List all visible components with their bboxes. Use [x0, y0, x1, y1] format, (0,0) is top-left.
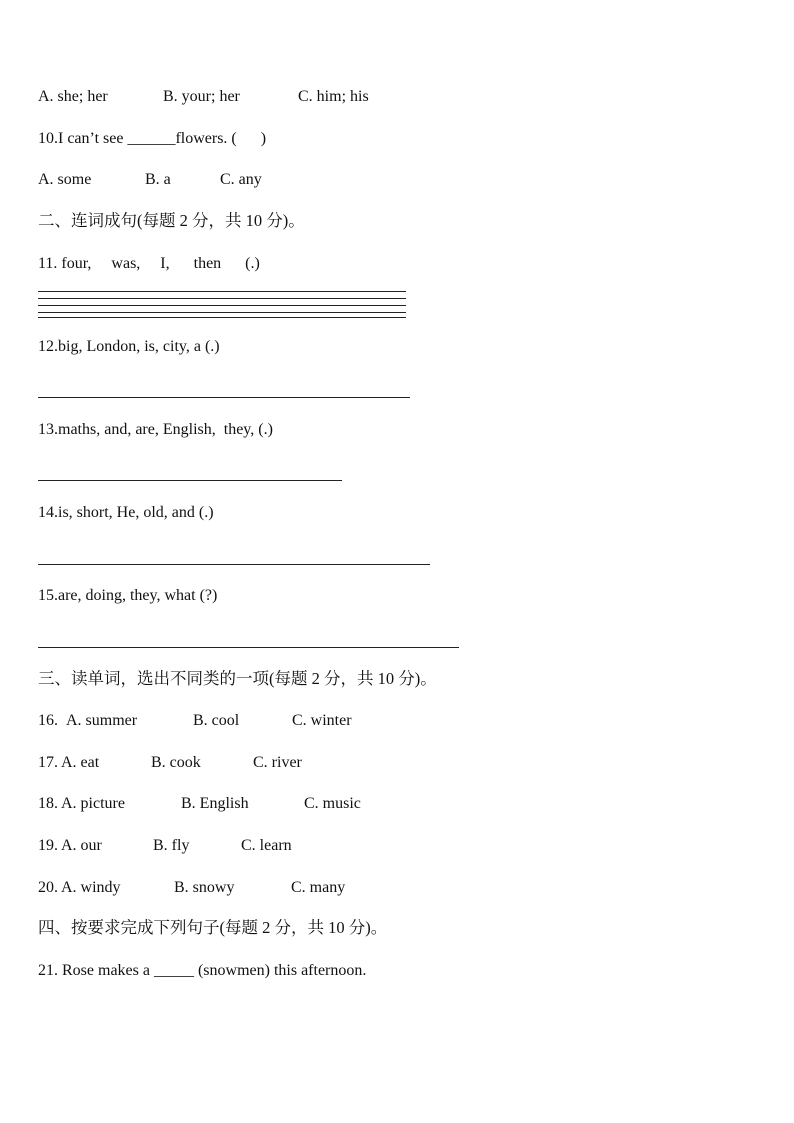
- q20-option-a: A. windy: [61, 879, 121, 896]
- q10-question: 10.I can’t see ______flowers. ( ): [38, 130, 267, 147]
- q17-option-b: B. cook: [151, 754, 201, 771]
- answer-line: [38, 291, 406, 292]
- q13-answer-line: [38, 480, 342, 481]
- q15-answer-line: [38, 647, 459, 648]
- q12-prompt: 12.big, London, is, city, a (.): [38, 338, 220, 355]
- q19-option-a: A. our: [61, 837, 102, 854]
- q10-option-a: A. some: [38, 171, 92, 188]
- q16-number: 16.: [38, 712, 58, 729]
- q12-answer-line: [38, 397, 410, 398]
- q20-option-b: B. snowy: [174, 879, 235, 896]
- q9-option-a: A. she; her: [38, 88, 108, 105]
- section-3-heading: 三、读单词，选出不同类的一项(每题 2 分，共 10 分)。: [38, 669, 437, 688]
- q19-option-b: B. fly: [153, 837, 190, 854]
- q20-number: 20.: [38, 879, 58, 896]
- q16-option-b: B. cool: [193, 712, 240, 729]
- q14-prompt: 14.is, short, He, old, and (.): [38, 504, 214, 521]
- q21-prompt: 21. Rose makes a _____ (snowmen) this afternoon.: [38, 962, 367, 979]
- q16-option-c: C. winter: [292, 712, 352, 729]
- q17-number: 17.: [38, 754, 58, 771]
- q14-answer-line: [38, 564, 430, 565]
- q16-option-a: A. summer: [66, 712, 138, 729]
- q19-number: 19.: [38, 837, 58, 854]
- q18-option-b: B. English: [181, 795, 249, 812]
- q15-prompt: 15.are, doing, they, what (?): [38, 587, 218, 604]
- q17-option-a: A. eat: [61, 754, 100, 771]
- q19-option-c: C. learn: [241, 837, 292, 854]
- q10-option-b: B. a: [145, 171, 171, 188]
- q18-option-c: C. music: [304, 795, 361, 812]
- q20-option-c: C. many: [291, 879, 346, 896]
- section-2-heading: 二、连词成句(每题 2 分，共 10 分)。: [38, 211, 305, 230]
- section-4-heading: 四、按要求完成下列句子(每题 2 分，共 10 分)。: [38, 918, 388, 937]
- answer-line: [38, 317, 406, 318]
- q9-option-c: C. him; his: [298, 88, 369, 105]
- answer-line: [38, 305, 406, 306]
- q11-prompt: 11. four, was, I, then (.): [38, 255, 260, 272]
- answer-line: [38, 312, 406, 313]
- q18-number: 18.: [38, 795, 58, 812]
- q10-option-c: C. any: [220, 171, 262, 188]
- q17-option-c: C. river: [253, 754, 302, 771]
- answer-line: [38, 298, 406, 299]
- q18-option-a: A. picture: [61, 795, 125, 812]
- q9-option-b: B. your; her: [163, 88, 240, 105]
- q13-prompt: 13.maths, and, are, English, they, (.): [38, 421, 273, 438]
